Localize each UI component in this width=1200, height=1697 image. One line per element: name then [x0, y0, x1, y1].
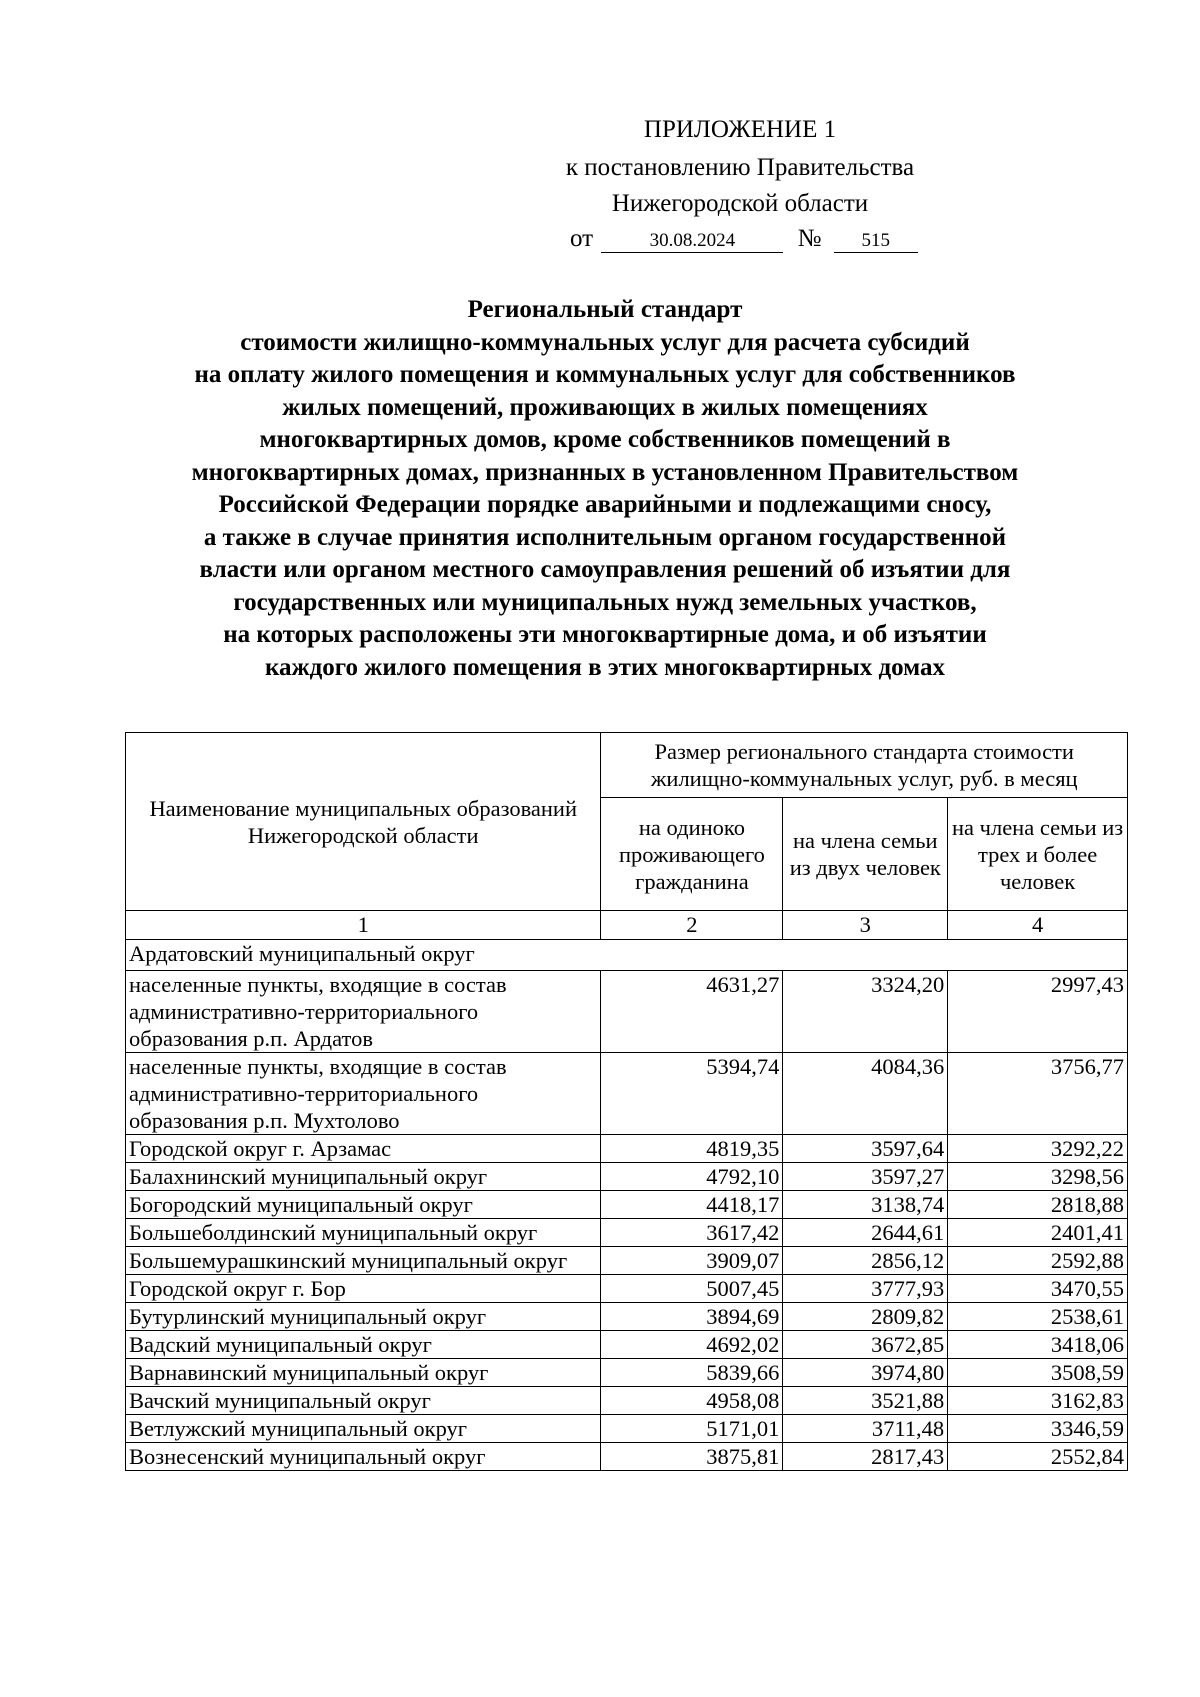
appendix-line-resolution: к постановлению Правительства [565, 154, 915, 181]
column-number-1: 1 [126, 911, 601, 940]
table-row [126, 1359, 1128, 1387]
table-row [126, 1247, 1128, 1275]
family-of-two-value: 2817,43 [783, 1443, 948, 1471]
municipality-name-cell: Вачский муниципальный округ [126, 1387, 601, 1415]
heading-line: на которых расположены эти многоквартирные дома, и об изъятии [223, 621, 987, 648]
municipality-name-cell: населенные пункты, входящие в состав административно-территориального образования р.п. Мухтолово [126, 1053, 601, 1135]
table-row [126, 1387, 1128, 1415]
column-number-4: 4 [948, 911, 1128, 940]
table-row [126, 1415, 1128, 1443]
header-family-of-two: на члена семьи из двух человек [783, 798, 948, 911]
heading-line: жилых помещений, проживающих в жилых помещениях [282, 393, 928, 421]
heading-line: Региональный стандарт [467, 296, 743, 323]
municipality-name-cell: Городской округ г. Арзамас [126, 1135, 601, 1163]
table-row [126, 971, 1128, 1053]
family-of-three-value: 3756,77 [948, 1053, 1128, 1135]
municipality-name-cell: Большеболдинский муниципальный округ [126, 1219, 601, 1247]
family-of-two-value: 3597,27 [783, 1163, 948, 1191]
table-row [126, 1135, 1128, 1163]
single-citizen-value: 5007,45 [601, 1275, 783, 1303]
family-of-three-value: 2401,41 [948, 1219, 1128, 1247]
single-citizen-value: 4631,27 [601, 971, 783, 1053]
family-of-two-value: 4084,36 [783, 1053, 948, 1135]
heading-line: каждого жилого помещения в этих многоквартирных домах [264, 653, 946, 681]
family-of-two-value: 3597,64 [783, 1135, 948, 1163]
heading-line: государственных или муниципальных нужд земельных участков, [233, 588, 977, 616]
family-of-two-value: 3974,80 [783, 1359, 948, 1387]
heading-line: стоимости жилищно-коммунальных услуг для расчета субсидий [240, 328, 970, 356]
single-citizen-value: 3894,69 [601, 1303, 783, 1331]
heading-line: а также в случае принятия исполнительным органом государственной [203, 523, 1007, 551]
single-citizen-value: 3617,42 [601, 1219, 783, 1247]
table-row [126, 1191, 1128, 1219]
family-of-two-value: 3138,74 [783, 1191, 948, 1219]
column-number-3: 3 [783, 911, 948, 940]
family-of-three-value: 2552,84 [948, 1443, 1128, 1471]
single-citizen-value: 4819,35 [601, 1135, 783, 1163]
municipality-name-cell: Бутурлинский муниципальный округ [126, 1303, 601, 1331]
municipality-name-cell: Балахнинский муниципальный округ [126, 1163, 601, 1191]
family-of-two-value: 3711,48 [783, 1415, 948, 1443]
resolution-date: 30.08.2024 [601, 230, 783, 253]
table-row [126, 1163, 1128, 1191]
municipality-name-cell: Ветлужский муниципальный округ [126, 1415, 601, 1443]
family-of-three-value: 3418,06 [948, 1331, 1128, 1359]
family-of-three-value: 3508,59 [948, 1359, 1128, 1387]
heading-line: на оплату жилого помещения и коммунальных услуг для собственников [194, 361, 1016, 388]
family-of-three-value: 3470,55 [948, 1275, 1128, 1303]
header-family-of-three: на члена семьи из трех и более человек [948, 798, 1128, 911]
from-label: от [570, 225, 594, 252]
family-of-three-value: 2592,88 [948, 1247, 1128, 1275]
family-of-two-value: 3521,88 [783, 1387, 948, 1415]
heading-line: Российской Федерации порядке аварийными и подлежащими сносу, [218, 491, 992, 518]
heading-line: многоквартирных домов, кроме собственников помещений в [259, 426, 951, 453]
family-of-three-value: 3292,22 [948, 1135, 1128, 1163]
document-heading [110, 294, 1100, 684]
municipality-name-cell: населенные пункты, входящие в состав административно-территориального образования р.п. Ардатов [126, 971, 601, 1053]
single-citizen-value: 5394,74 [601, 1053, 783, 1135]
single-citizen-value: 3909,07 [601, 1247, 783, 1275]
standard-cost-table [125, 732, 1128, 1471]
header-municipality-name: Наименование муниципальных образований Нижегородской области [126, 733, 601, 911]
single-citizen-value: 5171,01 [601, 1415, 783, 1443]
column-number-2: 2 [601, 911, 783, 940]
header-standard-size: Размер регионального стандарта стоимости жилищно-коммунальных услуг, руб. в месяц [601, 733, 1128, 798]
municipality-name-cell: Варнавинский муниципальный округ [126, 1359, 601, 1387]
family-of-two-value: 2856,12 [783, 1247, 948, 1275]
table-row [126, 1219, 1128, 1247]
table-row [126, 1303, 1128, 1331]
single-citizen-value: 4692,02 [601, 1331, 783, 1359]
group-row-name: Ардатовский муниципальный округ [126, 940, 1128, 971]
family-of-two-value: 3324,20 [783, 971, 948, 1053]
table-row [126, 1053, 1128, 1135]
family-of-two-value: 3777,93 [783, 1275, 948, 1303]
single-citizen-value: 4958,08 [601, 1387, 783, 1415]
table-row [126, 1331, 1128, 1359]
municipality-name-cell: Большемурашкинский муниципальный округ [126, 1247, 601, 1275]
municipality-name-cell: Городской округ г. Бор [126, 1275, 601, 1303]
municipality-name-cell: Вадский муниципальный округ [126, 1331, 601, 1359]
family-of-two-value: 3672,85 [783, 1331, 948, 1359]
single-citizen-value: 5839,66 [601, 1359, 783, 1387]
resolution-number: 515 [834, 230, 918, 253]
heading-line: власти или органом местного самоуправления решений об изъятии для [199, 556, 1011, 583]
single-citizen-value: 3875,81 [601, 1443, 783, 1471]
municipality-name-cell: Вознесенский муниципальный округ [126, 1443, 601, 1471]
family-of-three-value: 3162,83 [948, 1387, 1128, 1415]
family-of-three-value: 2997,43 [948, 971, 1128, 1053]
single-citizen-value: 4792,10 [601, 1163, 783, 1191]
single-citizen-value: 4418,17 [601, 1191, 783, 1219]
family-of-two-value: 2644,61 [783, 1219, 948, 1247]
appendix-block [520, 112, 960, 256]
group-row [126, 940, 1128, 971]
appendix-title: ПРИЛОЖЕНИЕ 1 [643, 116, 837, 143]
header-single-citizen: на одиноко проживающего гражданина [601, 798, 783, 911]
appendix-date-row [520, 222, 960, 256]
table-row [126, 1275, 1128, 1303]
heading-line: многоквартирных домах, признанных в установленном Правительством [191, 458, 1019, 486]
family-of-three-value: 2538,61 [948, 1303, 1128, 1331]
table-row [126, 1443, 1128, 1471]
municipality-name-cell: Богородский муниципальный округ [126, 1191, 601, 1219]
family-of-three-value: 3298,56 [948, 1163, 1128, 1191]
family-of-three-value: 3346,59 [948, 1415, 1128, 1443]
family-of-three-value: 2818,88 [948, 1191, 1128, 1219]
family-of-two-value: 2809,82 [783, 1303, 948, 1331]
number-sign: № [797, 225, 822, 252]
appendix-line-region: Нижегородской области [611, 190, 869, 217]
